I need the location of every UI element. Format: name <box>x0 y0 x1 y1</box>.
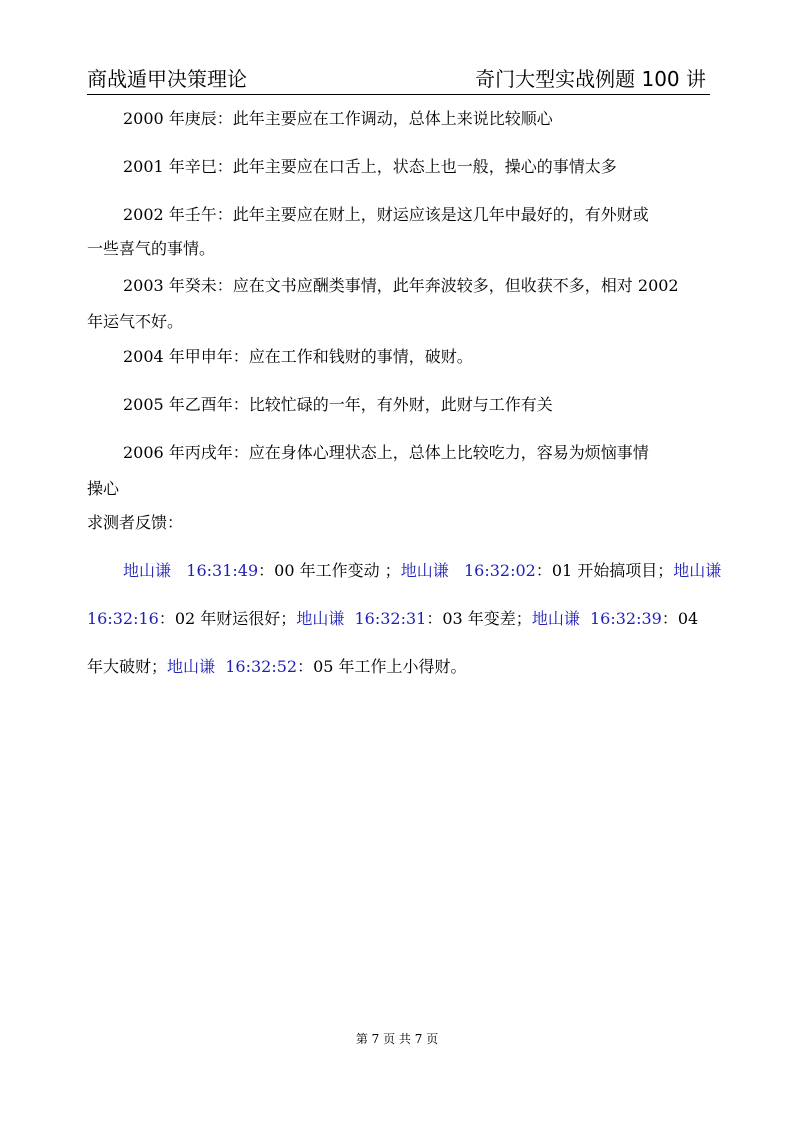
gua-name: 地山谦 <box>673 561 722 580</box>
feedback-line-1 <box>123 558 721 581</box>
entry-2004: 2004 年甲申年：应在工作和钱财的事情，破财。 <box>123 347 473 366</box>
page-number: 第 7 页 共 7 页 <box>355 1032 439 1046</box>
feedback-text: ：04 <box>661 609 699 628</box>
entry-2000: 2000 年庚辰：此年主要应在工作调动，总体上来说比较顺心 <box>123 109 553 128</box>
feedback-text: ：00 年工作变动 ； <box>258 561 401 580</box>
entry-2002-cont: 一些喜气的事情。 <box>87 239 216 258</box>
entry-2006-cont: 操心 <box>87 479 120 498</box>
entry-2005: 2005 年乙酉年：比较忙碌的一年，有外财，此财与工作有关 <box>123 395 553 414</box>
entry-2006: 2006 年丙戌年：应在身体心理状态上，总体上比较吃力，容易为烦恼事情 <box>123 443 649 462</box>
feedback-line-2 <box>87 606 698 629</box>
entry-2003: 2003 年癸未：应在文书应酬类事情，此年奔波较多，但收获不多，相对 2002 <box>123 276 679 295</box>
header-right-title: 奇门大型实战例题 100 讲 <box>475 67 706 91</box>
feedback-time: 16:31:49 <box>186 561 259 580</box>
gua-name: 地山谦 <box>296 609 345 628</box>
entry-2002: 2002 年壬午：此年主要应在财上，财运应该是这几年中最好的，有外财或 <box>123 205 649 224</box>
page-header <box>87 64 710 95</box>
feedback-time: 16:32:02 <box>463 561 536 580</box>
gua-name: 地山谦 <box>400 561 449 580</box>
entry-2003-cont: 年运气不好。 <box>87 312 184 331</box>
feedback-time: 16:32:39 <box>590 609 662 628</box>
gua-name: 地山谦 <box>123 561 172 580</box>
feedback-time: 16:32:16 <box>87 609 159 628</box>
feedback-text: ：02 年财运很好； <box>158 609 297 628</box>
feedback-text: 年大破财； <box>87 657 168 676</box>
feedback-line-3 <box>87 654 467 677</box>
feedback-text: ：03 年变差； <box>426 609 532 628</box>
gua-name: 地山谦 <box>167 657 216 676</box>
feedback-time: 16:32:31 <box>354 609 427 628</box>
entry-2001: 2001 年辛巳：此年主要应在口舌上，状态上也一般，操心的事情太多 <box>123 157 617 176</box>
feedback-time: 16:32:52 <box>225 657 298 676</box>
feedback-label: 求测者反馈： <box>87 513 184 532</box>
feedback-text: ：05 年工作上小得财。 <box>297 657 467 676</box>
gua-name: 地山谦 <box>531 609 580 628</box>
feedback-text: ：01 开始搞项目； <box>535 561 674 580</box>
header-left-title: 商战遁甲决策理论 <box>87 67 247 91</box>
